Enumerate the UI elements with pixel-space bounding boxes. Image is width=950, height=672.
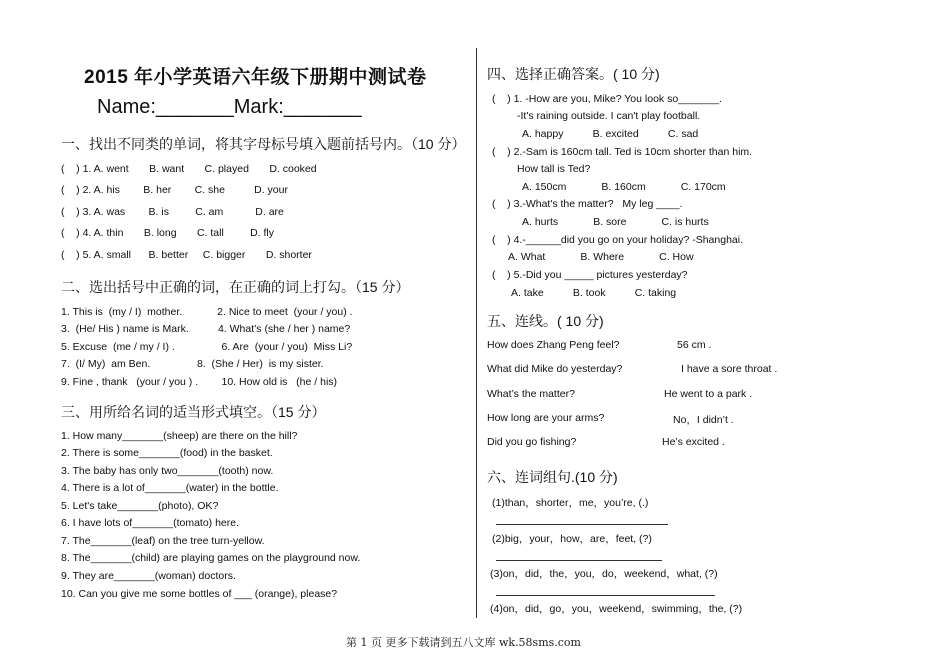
sec3-item-5: 5. Let's take_______(photo), OK? (61, 500, 219, 512)
sec1-item-2: ( ) 2. A. his B. her C. she D. your (61, 184, 288, 196)
sec6-item-3: (3)on，did，the，you，do，weekend，what, (?) (490, 568, 718, 580)
sec2-item-2: 3. (He/ His ) name is Mark. 4. What’s (she / her ) name? (61, 323, 351, 335)
sec2-item-5: 9. Fine , thank (your / you ) . 10. How old is (he / his) (61, 376, 338, 388)
match-right-2: I have a sore throat . (681, 363, 778, 375)
page-footer: 第 1 页 更多下载请到五八文库 wk.58sms.com (346, 636, 581, 649)
sec4-line-9: ( ) 4.-______did you go on your holiday? -Shanghai. (492, 234, 744, 246)
section-4-heading: 四、选择正确答案。( 10 分) (487, 66, 660, 82)
sec4-line-2: -It's raining outside. I can't play football. (517, 110, 701, 122)
match-left-1: How does Zhang Peng feel? (487, 339, 620, 351)
sec3-item-4: 4. There is a lot of_______(water) in the bottle. (61, 482, 279, 494)
section-6-heading: 六、连词组句.(10 分) (487, 469, 618, 485)
sec1-item-1: ( ) 1. A. went B. want C. played D. cooked (61, 163, 317, 175)
sec6-item-2: (2)big，your，how，are，feet, (?) (492, 533, 652, 545)
sec3-item-1: 1. How many_______(sheep) are there on the hill? (61, 430, 298, 442)
sec4-line-3: A. happy B. excited C. sad (522, 128, 699, 140)
sec3-item-8: 8. The_______(child) are playing games on the playground now. (61, 552, 361, 564)
sec4-line-6: A. 150cm B. 160cm C. 170cm (522, 181, 726, 193)
sec4-line-10: A. What B. Where C. How (508, 251, 694, 263)
section-1-heading: 一、找出不同类的单词，将其字母标号填入题前括号内。（10 分） (61, 136, 466, 152)
sec3-item-6: 6. I have lots of_______(tomato) here. (61, 517, 240, 529)
column-divider (476, 48, 477, 618)
sec3-item-9: 9. They are_______(woman) doctors. (61, 570, 236, 582)
section-2-heading: 二、选出括号中正确的词，在正确的词上打勾。（15 分） (61, 279, 410, 295)
name-mark-line: Name:_______Mark:_______ (97, 96, 362, 118)
sec4-line-11: ( ) 5.-Did you _____ pictures yesterday? (492, 269, 688, 281)
sec6-item-4: (4)on，did，go，you，weekend，swimming，the, (?) (490, 603, 743, 615)
sec3-item-10: 10. Can you give me some bottles of ___ (orange), please? (61, 588, 338, 600)
match-left-4: How long are your arms? (487, 412, 605, 424)
sec2-item-4: 7. (I/ My) am Ben. 8. (She / Her) is my sister. (61, 358, 324, 370)
sec3-item-7: 7. The_______(leaf) on the tree turn-yellow. (61, 535, 265, 547)
sec2-item-1: 1. This is (my / I) mother. 2. Nice to meet (your / you) . (61, 306, 353, 318)
sec4-line-5: How tall is Ted? (517, 163, 591, 175)
page-title: 2015 年小学英语六年级下册期中测试卷 (84, 67, 427, 88)
sec1-item-5: ( ) 5. A. small B. better C. bigger D. shorter (61, 249, 312, 261)
match-right-3: He went to a park . (664, 388, 753, 400)
sec1-item-4: ( ) 4. A. thin B. long C. tall D. fly (61, 227, 274, 239)
sec1-item-3: ( ) 3. A. was B. is C. am D. are (61, 206, 284, 218)
answer-line-3 (496, 595, 715, 596)
sec4-line-12: A. take B. took C. taking (511, 287, 677, 299)
match-left-3: What’s the matter? (487, 388, 575, 400)
sec6-item-1: (1)than，shorter，me，you’re, (.) (492, 497, 649, 509)
section-5-heading: 五、连线。( 10 分) (487, 313, 604, 329)
sec4-line-4: ( ) 2.-Sam is 160cm tall. Ted is 10cm shorter than him. (492, 146, 753, 158)
sec4-line-7: ( ) 3.-What's the matter? My leg ____. (492, 198, 683, 210)
match-left-5: Did you go fishing? (487, 436, 577, 448)
sec3-item-3: 3. The baby has only two_______(tooth) now. (61, 465, 274, 477)
sec4-line-1: ( ) 1. -How are you, Mike? You look so_______. (492, 93, 722, 105)
sec3-item-2: 2. There is some_______(food) in the basket. (61, 447, 273, 459)
match-left-2: What did Mike do yesterday? (487, 363, 623, 375)
answer-line-1 (496, 524, 668, 525)
sec2-item-3: 5. Excuse (me / my / I) . 6. Are (your / you) Miss Li? (61, 341, 353, 353)
match-right-5: He’s excited . (662, 436, 725, 448)
match-right-1: 56 cm . (677, 339, 712, 351)
sec4-line-8: A. hurts B. sore C. is hurts (522, 216, 709, 228)
section-3-heading: 三、用所给名词的适当形式填空。（15 分） (61, 404, 326, 420)
answer-line-2 (496, 560, 662, 561)
match-right-4: No，I didn’t . (673, 414, 734, 426)
